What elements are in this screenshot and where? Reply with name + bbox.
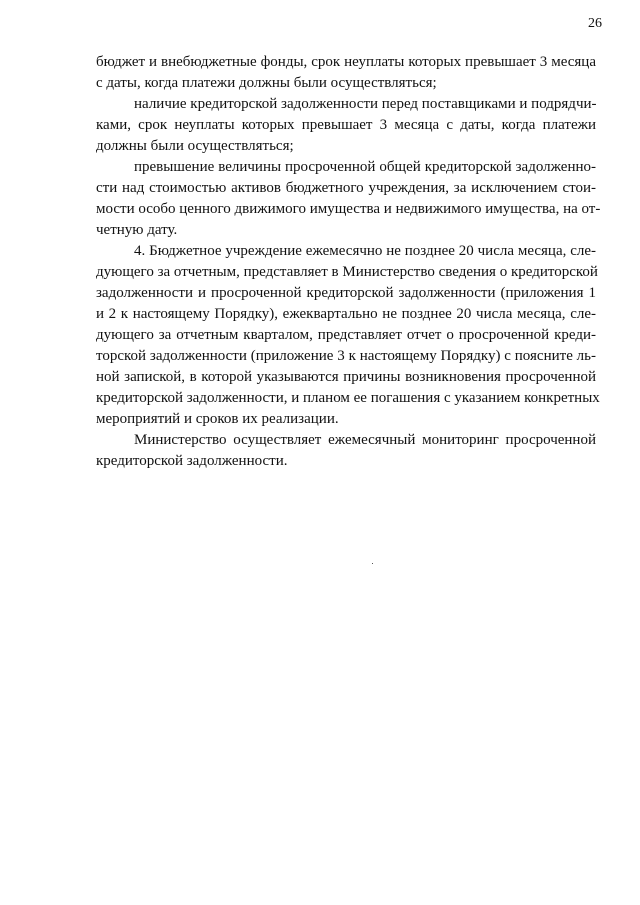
paragraph <box>96 52 596 94</box>
text-line: торской задолженности (приложение 3 к настоящему Порядку) с поясните ль- <box>96 348 596 364</box>
text-line: четную дату. <box>96 222 178 238</box>
body-text <box>96 52 601 472</box>
text-line: мероприятий и сроков их реализации. <box>96 411 339 427</box>
text-line: дующего за отчетным, представляет в Министерство сведения о кредиторской <box>96 264 598 280</box>
text-line: и 2 к настоящему Порядку), ежеквартально не позднее 20 числа месяца, сле- <box>96 306 596 322</box>
text-line: задолженности и просроченной кредиторской задолженности (приложения 1 <box>96 285 596 301</box>
text-line: с даты, когда платежи должны были осуществляться; <box>96 75 437 91</box>
text-line: наличие кредиторской задолженности перед поставщиками и подрядчи- <box>134 96 597 112</box>
text-line: превышение величины просроченной общей кредиторской задолженно- <box>134 159 596 175</box>
text-line: мости особо ценного движимого имущества и недвижимого имущества, на от- <box>96 201 601 217</box>
text-line: ками, срок неуплаты которых превышает 3 месяца с даты, когда платежи <box>96 117 596 133</box>
paragraph <box>96 241 600 430</box>
text-line: бюджет и внебюджетные фонды, срок неуплаты которых превышает 3 месяца <box>96 54 596 70</box>
text-line: ной запиской, в которой указываются причины возникновения просроченной <box>96 369 596 385</box>
text-line: сти над стоимостью активов бюджетного учреждения, за исключением стои- <box>96 180 596 196</box>
paragraph <box>96 157 601 241</box>
text-line: должны были осуществляться; <box>96 138 294 154</box>
paragraph <box>96 94 596 157</box>
page-number: 26 <box>588 16 602 31</box>
paragraph <box>96 430 596 472</box>
text-line: кредиторской задолженности. <box>96 453 288 469</box>
text-line: Министерство осуществляет ежемесячный мониторинг просроченной <box>134 432 596 448</box>
scan-speck <box>372 563 373 564</box>
text-line: кредиторской задолженности, и планом ее погашения с указанием конкретных <box>96 390 600 406</box>
text-line: 4. Бюджетное учреждение ежемесячно не позднее 20 числа месяца, сле- <box>134 243 596 259</box>
text-line: дующего за отчетным кварталом, представляет отчет о просроченной креди- <box>96 327 596 343</box>
